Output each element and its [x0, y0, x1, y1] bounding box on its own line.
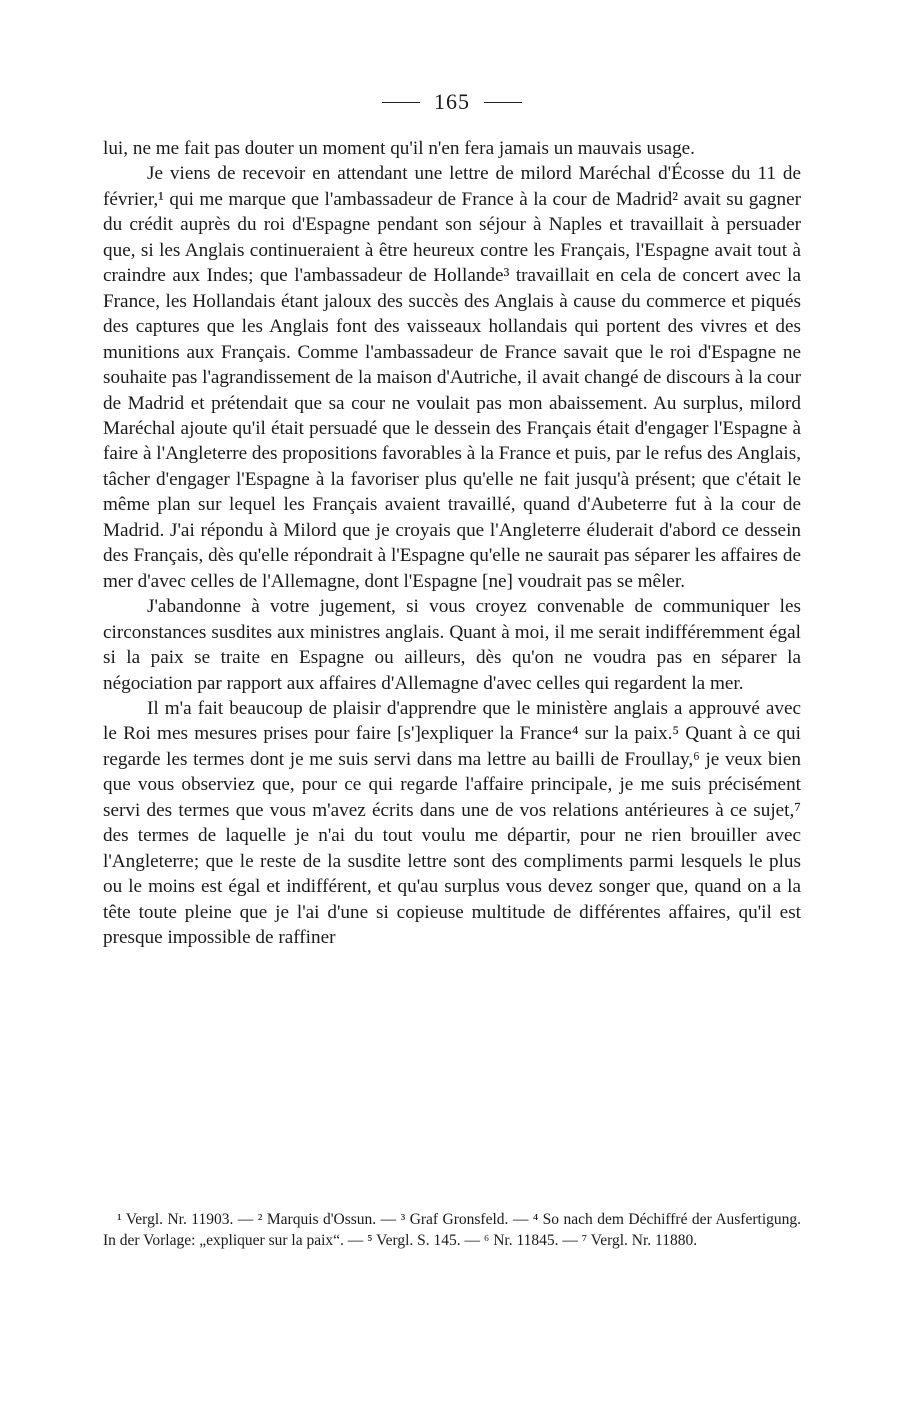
page	[103, 82, 801, 951]
body-text	[103, 136, 801, 951]
page-header	[103, 82, 801, 122]
paragraph-ministry: Il m'a fait beaucoup de plaisir d'apprendre que le ministère anglais a approuvé avec le Roi mes mesures prises pour faire [s']expliquer la France⁴ sur la paix.⁵ Quant à ce qui regarde les termes dont je me suis servi dans ma lettre au bailli de Froullay,⁶ je veux bien que vous observiez que, pour ce qui regarde l'affaire principale, je me suis précisément servi des termes que vous m'avez écrits dans une de vos relations antérieures à ce sujet,⁷ des termes de laquelle je n'ai du tout voulu me départir, pour ne rien brouiller avec l'Angleterre; que le reste de la susdite lettre sont des compliments parmi lesquels le plus ou le moins est égal et indifférent, et qu'au surplus vous devez songer que, quand on a la tête toute pleine que je l'ai d'une si copieuse multitude de différentes affaires, qu'il est presque impossible de raffiner	[103, 697, 801, 949]
paragraph-marechal-letter: Je viens de recevoir en attendant une lettre de milord Maréchal d'Écosse du 11 de février,¹ qui me marque que l'ambassadeur de France à la cour de Madrid² avait su gagner du crédit auprès du roi d'Espagne pendant son séjour à Naples et travaillait à persuader que, si les Anglais continueraient à être heureux contre les Français, l'Espagne avait tout à craindre aux Indes; que l'ambassadeur de Hollande³ travaillait en cela de concert avec la France, les Hollandais étant jaloux des succès des Anglais à cause du commerce et piqués des captures que les Anglais font des vaisseaux hollandais qui portent des vivres et des munitions aux Français. Comme l'ambassadeur de France savait que le roi d'Espagne ne souhaite pas l'agrandissement de la maison d'Autriche, il avait changé de discours à la cour de Madrid et prétendait que sa cour ne voulait pas mon abaissement. Au surplus, milord Maréchal ajoute qu'il était persuadé que le dessein des Français était d'engager l'Espagne à faire à l'Angleterre des propositions favorables à la France et puis, par le refus des Anglais, tâcher d'engager l'Espagne à la favoriser plus qu'elle ne fait jusqu'à présent; que c'était le même plan sur lequel les Français avaient travaillé, quand d'Aubeterre fut à la cour de Madrid. J'ai répondu à Milord que je croyais que l'Angleterre éluderait d'abord ce dessein des Français, dès qu'elle répondrait à l'Espagne qu'elle ne saurait pas séparer les affaires de mer d'avec celles de l'Allemagne, dont l'Espagne [ne] voudrait pas se mêler.	[103, 163, 801, 592]
paragraph-continuation: lui, ne me fait pas douter un moment qu'il n'en fera jamais un mauvais usage.	[103, 138, 695, 159]
header-rule-left	[382, 102, 420, 103]
footnote-text: ¹ Vergl. Nr. 11903. — ² Marquis d'Ossun. — ³ Graf Gronsfeld. — ⁴ So nach dem Déchiffré der Ausfertigung. In der Vorlage: „expliquer sur la paix“. — ⁵ Vergl. S. 145. — ⁶ Nr. 11845. — ⁷ Vergl. Nr. 11880.	[103, 1211, 801, 1249]
header-rule-right	[484, 102, 522, 103]
page-number: 165	[434, 89, 470, 114]
footnotes	[103, 1209, 801, 1251]
paragraph-judgement: J'abandonne à votre jugement, si vous croyez convenable de communiquer les circonstances susdites aux ministres anglais. Quant à moi, il me serait indifféremment égal si la paix se traite en Espagne ou ailleurs, dès qu'on ne voudra pas en séparer la négociation par rapport aux affaires d'Allemagne d'avec celles qui regardent la mer.	[103, 596, 801, 694]
